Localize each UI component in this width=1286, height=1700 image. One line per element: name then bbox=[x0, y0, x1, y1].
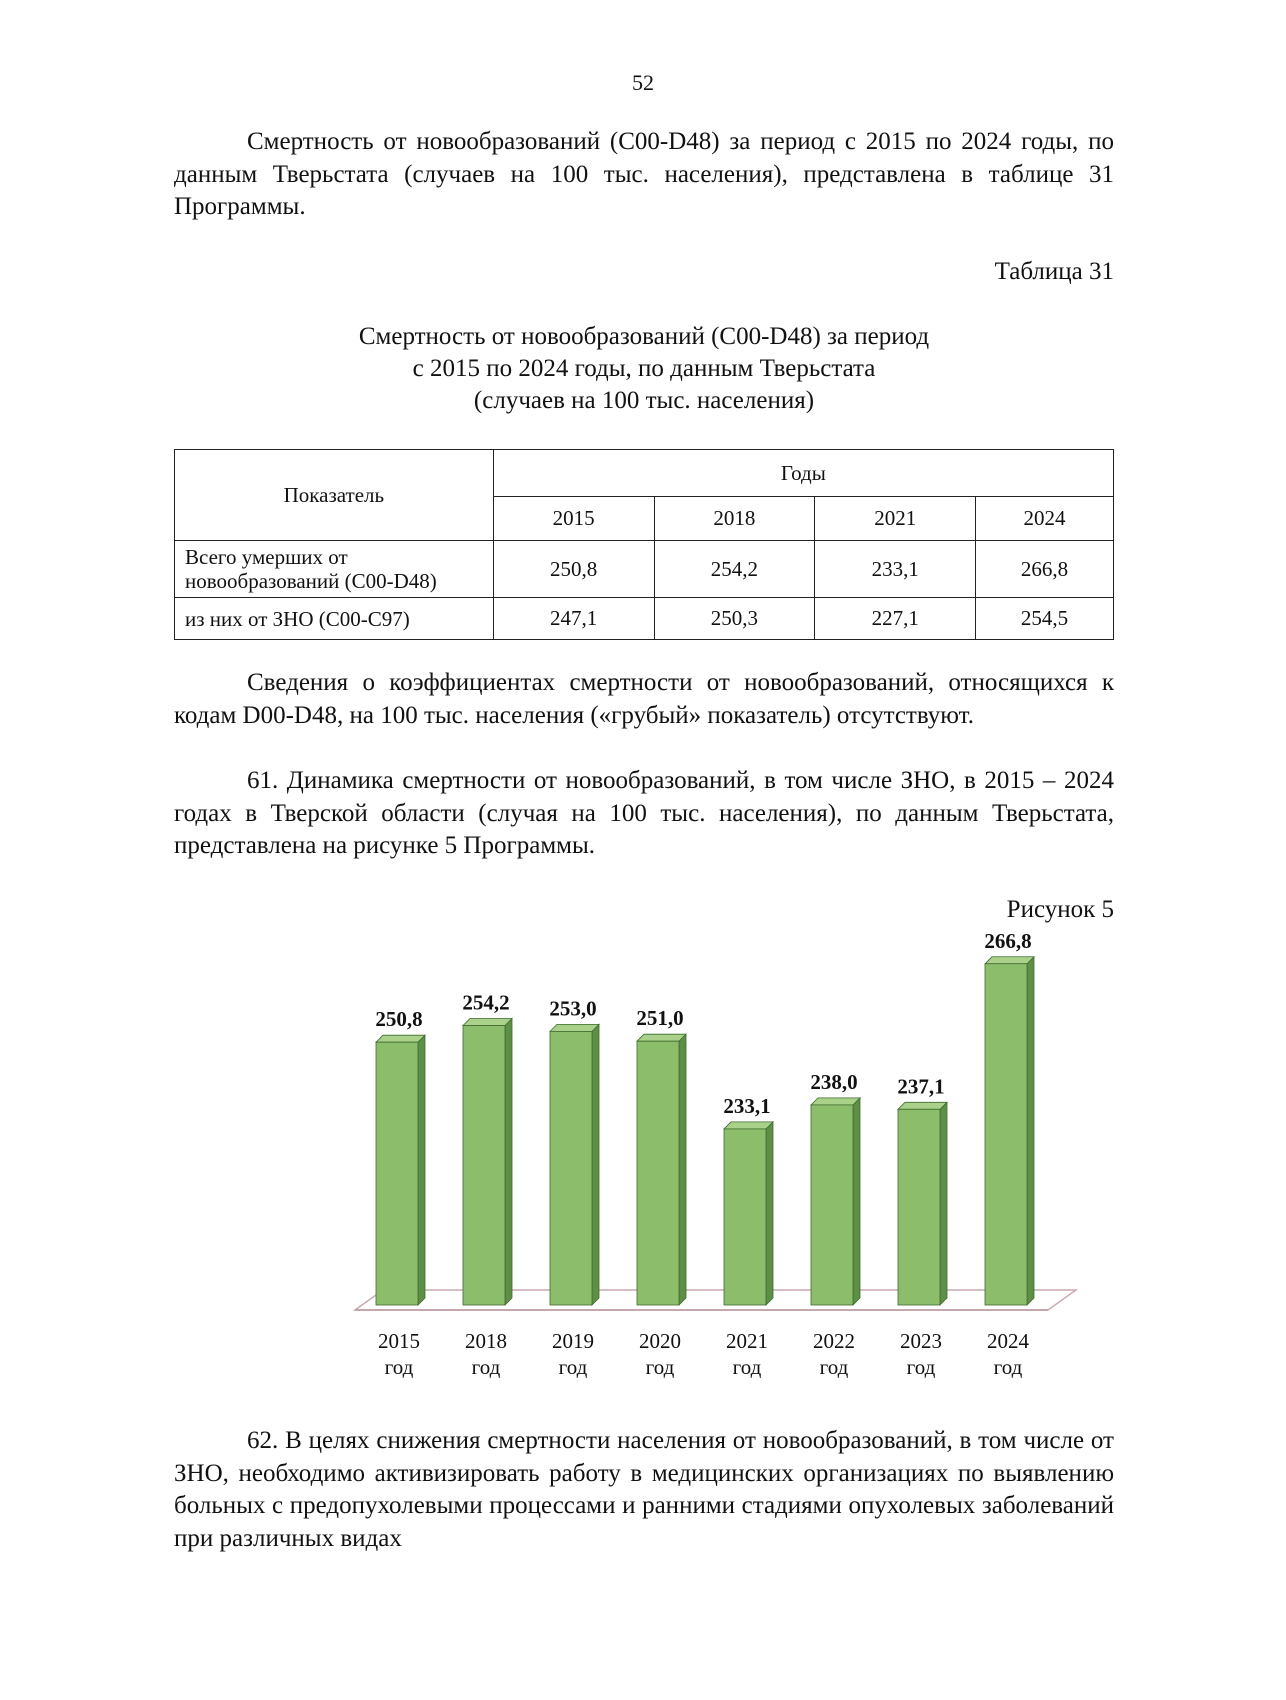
bar-side bbox=[592, 1024, 599, 1305]
table-title-line-2: с 2015 по 2024 годы, по данным Тверьстата bbox=[412, 355, 876, 382]
bar-value-label: 250,8 bbox=[375, 1007, 423, 1032]
years-header: Годы bbox=[493, 450, 1113, 497]
x-tick-label-unit: год bbox=[819, 1355, 849, 1379]
x-tick-label: 2015 bbox=[378, 1329, 420, 1353]
bar-side bbox=[766, 1122, 773, 1305]
x-tick-label: 2021 bbox=[726, 1329, 768, 1353]
x-tick-label: 2019 bbox=[552, 1329, 594, 1353]
x-tick-label: 2023 bbox=[900, 1329, 942, 1353]
bar-value-label: 238,0 bbox=[810, 1069, 858, 1094]
table-cell: 250,3 bbox=[654, 598, 815, 640]
bar-value-label: 237,1 bbox=[897, 1074, 945, 1099]
x-tick-label: 2022 bbox=[813, 1329, 855, 1353]
indicator-header: Показатель bbox=[175, 450, 494, 541]
x-tick-label-unit: год bbox=[732, 1355, 762, 1379]
table-row bbox=[175, 541, 1114, 598]
page-number: 52 bbox=[632, 70, 654, 95]
bar-side bbox=[418, 1035, 425, 1305]
bar-side bbox=[940, 1102, 947, 1305]
x-tick-label-unit: год bbox=[906, 1355, 936, 1379]
paragraph-61: 61. Динамика смертности от новообразований, в том числе ЗНО, в 2015 – 2024 годах в Тверской области (случая на 100 тыс. населения), по данным Тверьстата, представлена на рисунке 5 Программы. bbox=[174, 767, 1114, 859]
year-header: 2015 bbox=[493, 497, 654, 541]
x-tick-label: 2020 bbox=[639, 1329, 681, 1353]
bar-value-label: 253,0 bbox=[549, 996, 597, 1021]
row-label: Всего умерших от новообразований (С00-D48) bbox=[175, 541, 494, 598]
table-cell: 250,8 bbox=[493, 541, 654, 598]
table-title-line-1: Смертность от новообразований (С00-D48) за период bbox=[358, 323, 930, 350]
bar-side bbox=[679, 1034, 686, 1305]
bar-value-label: 233,1 bbox=[723, 1093, 771, 1118]
table-row bbox=[175, 598, 1114, 640]
bar-value-label: 251,0 bbox=[636, 1006, 684, 1031]
bar bbox=[376, 1042, 418, 1305]
table-title bbox=[174, 321, 1114, 417]
bar bbox=[898, 1109, 940, 1305]
bar-top bbox=[463, 1019, 512, 1026]
bar-top bbox=[550, 1024, 599, 1031]
x-tick-label-unit: год bbox=[558, 1355, 588, 1379]
x-tick-label-unit: год bbox=[384, 1355, 414, 1379]
bar bbox=[463, 1026, 505, 1305]
year-header: 2018 bbox=[654, 497, 815, 541]
bar-top bbox=[898, 1102, 947, 1109]
x-tick-label-unit: год bbox=[993, 1355, 1023, 1379]
bar-value-label: 254,2 bbox=[462, 990, 510, 1015]
table-caption: Таблица 31 bbox=[994, 258, 1114, 285]
row-label: из них от ЗНО (С00-С97) bbox=[175, 598, 494, 640]
table-cell: 254,2 bbox=[654, 541, 815, 598]
table-cell: 266,8 bbox=[976, 541, 1114, 598]
bar bbox=[550, 1031, 592, 1305]
x-tick-label-unit: год bbox=[645, 1355, 675, 1379]
paragraph-62: 62. В целях снижения смертности населения от новообразований, в том числе от ЗНО, необходимо активизировать работу в медицинских организациях по выявлению больных с предопухолевыми процессами и ранними стадиями опухолевых заболеваний при различных видах bbox=[174, 1427, 1114, 1552]
figure-caption: Рисунок 5 bbox=[1006, 896, 1114, 923]
table-cell: 227,1 bbox=[815, 598, 976, 640]
x-tick-label-unit: год bbox=[471, 1355, 501, 1379]
bar-top bbox=[637, 1034, 686, 1041]
bar bbox=[724, 1129, 766, 1305]
table-cell: 247,1 bbox=[493, 598, 654, 640]
bar-side bbox=[505, 1019, 512, 1305]
bar bbox=[811, 1105, 853, 1305]
bar-side bbox=[853, 1098, 860, 1305]
bar-top bbox=[376, 1035, 425, 1042]
bar-top bbox=[724, 1122, 773, 1129]
mortality-bar-chart bbox=[330, 928, 1110, 1390]
intro-paragraph: Смертность от новообразований (С00-D48) за период с 2015 по 2024 годы, по данным Тверьстата (случаев на 100 тыс. населения), представлена в таблице 31 Программы. bbox=[174, 128, 1114, 220]
chart-svg bbox=[330, 928, 1110, 1390]
table-title-line-3: (случаев на 100 тыс. населения) bbox=[473, 387, 815, 414]
x-tick-label: 2018 bbox=[465, 1329, 507, 1353]
bar bbox=[985, 964, 1027, 1305]
table-cell: 254,5 bbox=[976, 598, 1114, 640]
bar-value-label: 266,8 bbox=[984, 928, 1032, 953]
bar bbox=[637, 1041, 679, 1305]
bar-top bbox=[985, 957, 1034, 964]
table-cell: 233,1 bbox=[815, 541, 976, 598]
bar-top bbox=[811, 1098, 860, 1105]
paragraph-coefficients: Сведения о коэффициентах смертности от новообразований, относящихся к кодам D00-D48, на 100 тыс. населения («грубый» показатель) отсутствуют. bbox=[174, 669, 1114, 729]
mortality-table bbox=[174, 449, 1114, 640]
year-header: 2024 bbox=[976, 497, 1114, 541]
year-header: 2021 bbox=[815, 497, 976, 541]
bar-side bbox=[1027, 957, 1034, 1305]
x-tick-label: 2024 bbox=[987, 1329, 1029, 1353]
